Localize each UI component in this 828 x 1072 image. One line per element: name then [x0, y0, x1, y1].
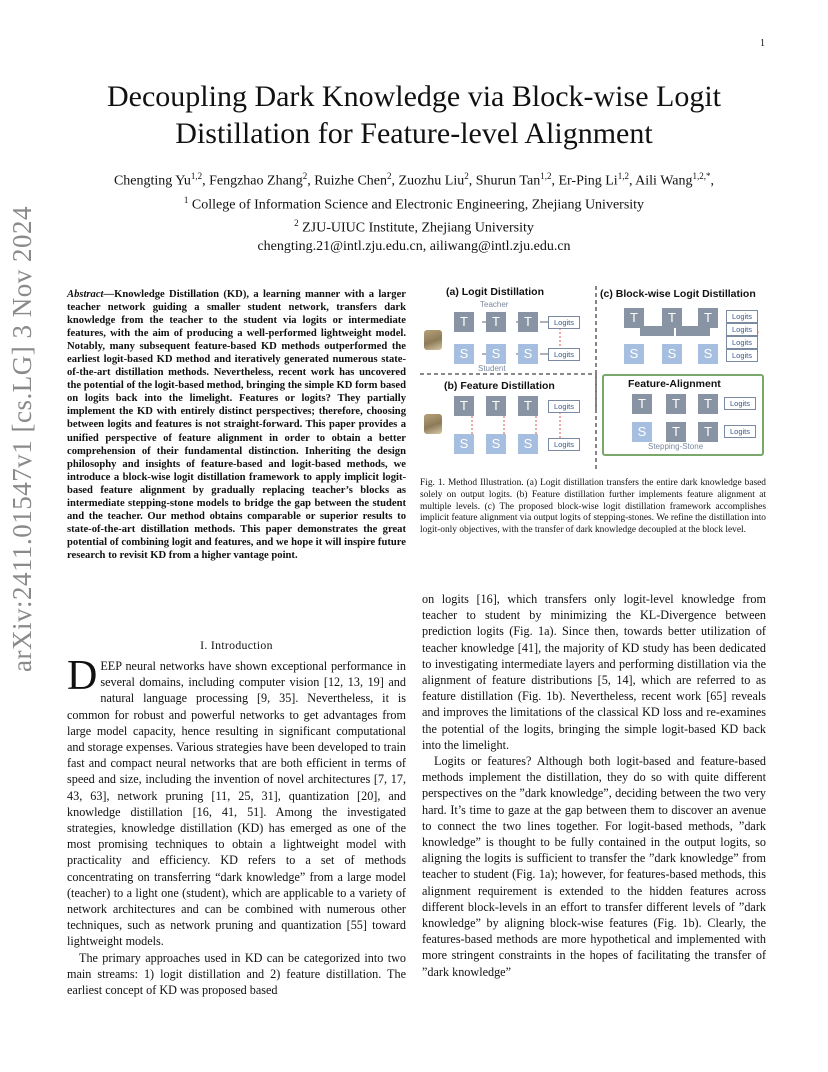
stepping-stone-logits: Logits	[724, 425, 756, 438]
student-block: S	[624, 344, 644, 364]
stepping-stone-logits: Logits	[726, 323, 758, 336]
student-logits: Logits	[726, 349, 758, 362]
student-logits: Logits	[548, 438, 580, 451]
author-name: Zuozhu Liu	[398, 173, 465, 189]
affiliation-1: $^1$ College of Information Science and Electronic Engineering, Zhejiang University	[183, 194, 645, 213]
author-block	[0, 167, 828, 256]
author-affiliation-mark: 1,2	[190, 171, 203, 181]
title-line-2: Distillation for Feature-level Alignment	[175, 117, 653, 150]
student-block: S	[486, 434, 506, 454]
stepping-stone-connector	[676, 326, 710, 336]
author-affiliation-mark: 1,2,*	[692, 171, 711, 181]
stepping-stone-logits: Logits	[726, 310, 758, 323]
teacher-block: T	[518, 312, 538, 332]
teacher-block: T	[698, 422, 718, 442]
author-affiliation-mark: 2	[464, 171, 469, 181]
paper-title	[0, 78, 828, 152]
panel-a-title: (a) Logit Distillation	[446, 286, 544, 298]
teacher-block: T	[698, 394, 718, 414]
teacher-block: T	[486, 312, 506, 332]
right-paragraph-2: Logits or features? Although both logit-based and feature-based methods implement the distillation, they do so with quite different perspectives on the ”dark knowledge”, deciding between the two very hard. It’s time to gaze at the gap between them to discover an avenue to connect the two lines together. For logit-based methods, ”dark knowledge” is thought to be fully contained in the output logits, so aligning the logits is sufficient to transfer the ”dark knowledge” from teacher to student (Fig. 1a); however, for features-based methods, this alignment requirement is extended to the hidden features across different block-levels in an effort to transfer different levels of ”dark knowledge” by aligning block-wise features (Fig. 1b). Clearly, the features-based methods are more hypothetical and implemented with more stringent constraints in the hopes of facilitating the transfer of ”dark knowledge”	[422, 754, 766, 979]
author-affiliation-mark: 2	[387, 171, 392, 181]
student-block: S	[662, 344, 682, 364]
abstract	[67, 288, 406, 562]
student-block: S	[518, 434, 538, 454]
author-name: Shurun Tan	[475, 173, 541, 189]
input-image-cat	[424, 330, 442, 350]
teacher-block: T	[698, 308, 718, 328]
teacher-block: T	[666, 422, 686, 442]
drop-cap: D	[67, 653, 98, 699]
student-label: Student	[478, 364, 506, 373]
input-image-cat	[424, 414, 442, 434]
panel-c-title: (c) Block-wise Logit Distillation	[600, 288, 756, 300]
author-list: Chengting Yu$^{1,2}$, Fengzhao Zhang$^2$, Ruizhe Chen$^2$, Zuozhu Liu$^2$, Shurun Tan$^{1,2}$, Er-Ping Li$^{1,2}$, Aili Wang$^{1,2,*}$,	[113, 171, 715, 189]
author-name: Aili Wang	[635, 173, 693, 189]
teacher-block: T	[632, 394, 652, 414]
author-name: Ruizhe Chen	[314, 173, 388, 189]
intro-paragraph-1: DEEP neural networks have shown exceptional performance in several domains, including computer vision [12, 13, 19] and natural language processing [9, 35]. Nevertheless, it is common for robust and powerful networks to get advantages from large model capacity, hence resulting in significant computational and storage expenses. Various strategies have been developed to train fast and compact neural networks that are both efficient in terms of speed and size, including the invention of novel architectures [7, 17, 43, 63], network pruning [11, 25, 31], quantization [20], and knowledge distillation [16, 41, 51]. Among the investigated strategies, knowledge distillation (KD) has emerged as one of the most promising techniques to obtain a lightweight model with practicality and efficiency. KD refers to a set of methods concentrating on transferring “dark knowledge” from a large model (teacher) to a light one (student), which are applicable to a variety of network architectures and can be combined with numerous other techniques, such as network pruning and quantization [55] toward lightweight models.	[67, 653, 406, 949]
author-affiliation-mark: 1,2	[617, 171, 629, 181]
student-block: S	[632, 422, 652, 442]
student-logits: Logits	[548, 348, 580, 361]
student-block: S	[698, 344, 718, 364]
section-heading-introduction: I. Introduction	[200, 638, 273, 652]
stepping-stone-label: Stepping-Stone	[648, 442, 704, 451]
teacher-block: T	[454, 312, 474, 332]
feature-alignment-title: Feature-Alignment	[628, 378, 721, 390]
abstract-text: —Knowledge Distillation (KD), a learning manner with a larger teacher network guiding a smaller student network, transfers dark knowledge from the teacher to the student via logits or intermediate features, with the aim of producing a well-performed lightweight model. Notably, many subsequent feature-based KD methods outperformed the earliest logit-based KD method and iteratively generated numerous state-of-the-art distillation methods. Nevertheless, recent work has uncovered the potential of the logit-based method, bringing the simple KD form based on logits back into the limelight. Features or logits? They partially implement the KD with entirely distinct perspectives; therefore, choosing between logits and features is not straight-forward. This paper provides a unified perspective of feature alignment in order to obtain a better comprehension of their fundamental distinction. Inheriting the design philosophy and insights of feature-based and logit-based methods, we introduce a block-wise logit distillation framework to apply implicit logit-based feature alignment by gradually replacing teacher’s blocks as intermediate stepping-stone models to bridge the gap between the student and the teacher. Our method obtains comparable or superior results to state-of-the-art distillation methods. This paper demonstrates the great potential of combining logit and features, and we hope it will inspire future research to revisit KD from a higher vantage point.	[67, 289, 406, 561]
left-column-body	[67, 653, 406, 998]
author-name: Er-Ping Li	[558, 173, 618, 189]
figure-1-caption: Fig. 1. Method Illustration. (a) Logit distillation transfers the entire dark knowledge based solely on output logits. (b) Feature distillation further implements feature alignment at multiple levels. (c) The proposed block-wise logit distillation framework accomplishes implicit feature alignment via output logits of stepping-stones. We refine the distillation into logit-only objectives, with the transfer of dark knowledge decoupled at the block level.	[420, 478, 766, 536]
student-block: S	[486, 344, 506, 364]
teacher-block: T	[454, 396, 474, 416]
teacher-block: T	[518, 396, 538, 416]
student-block: S	[518, 344, 538, 364]
title-line-1: Decoupling Dark Knowledge via Block-wise Logit	[106, 80, 722, 113]
teacher-block: T	[486, 396, 506, 416]
right-column-body	[422, 591, 766, 980]
intro-paragraph-2: The primary approaches used in KD can be categorized into two main streams: 1) logit distillation and 2) feature distillation. The earliest concept of KD was proposed based	[67, 950, 406, 998]
panel-b-title: (b) Feature Distillation	[444, 380, 555, 392]
student-block: S	[454, 434, 474, 454]
teacher-label: Teacher	[480, 300, 509, 309]
author-affiliation-mark: 2	[302, 171, 308, 181]
student-block: S	[454, 344, 474, 364]
right-paragraph-1: on logits [16], which transfers only logit-level knowledge from teacher to student by minimizing the KL-Divergence between prediction logits (Fig. 1a). Since then, towards better utilization of teacher knowledge [41], the majority of KD study has been dedicated to investigating intermediate layers and performing distillation via the alignment of feature distributions [5, 14], which are referred to as feature distillation (Fig. 1b). Nevertheless, recent work [65] reveals and improves the limitations of the classical KD loss and re-examines the potential of the logits, bringing the simple logit-based KD back into the limelight.	[422, 592, 766, 752]
author-emails[interactable]: chengting.21@intl.zju.edu.cn, ailiwang@intl.zju.edu.cn	[257, 238, 571, 254]
arxiv-identifier-stamp[interactable]: arXiv:2411.01547v1 [cs.LG] 3 Nov 2024	[7, 206, 37, 672]
teacher-block: T	[666, 394, 686, 414]
teacher-block: T	[624, 308, 644, 328]
affiliation-2: $^2$ ZJU-UIUC Institute, Zhejiang University	[294, 218, 534, 236]
stepping-stone-connector	[640, 326, 674, 336]
abstract-label: Abstract	[67, 289, 104, 300]
teacher-logits: Logits	[724, 397, 756, 410]
teacher-logits: Logits	[548, 316, 580, 329]
stepping-stone-logits: Logits	[726, 336, 758, 349]
page-number: 1	[760, 38, 765, 49]
figure-1-method-illustration	[420, 282, 766, 472]
author-name: Fengzhao Zhang	[209, 173, 303, 189]
author-affiliation-mark: 1,2	[540, 171, 552, 181]
author-name: Chengting Yu	[113, 173, 191, 189]
teacher-block: T	[662, 308, 682, 328]
teacher-logits: Logits	[548, 400, 580, 413]
